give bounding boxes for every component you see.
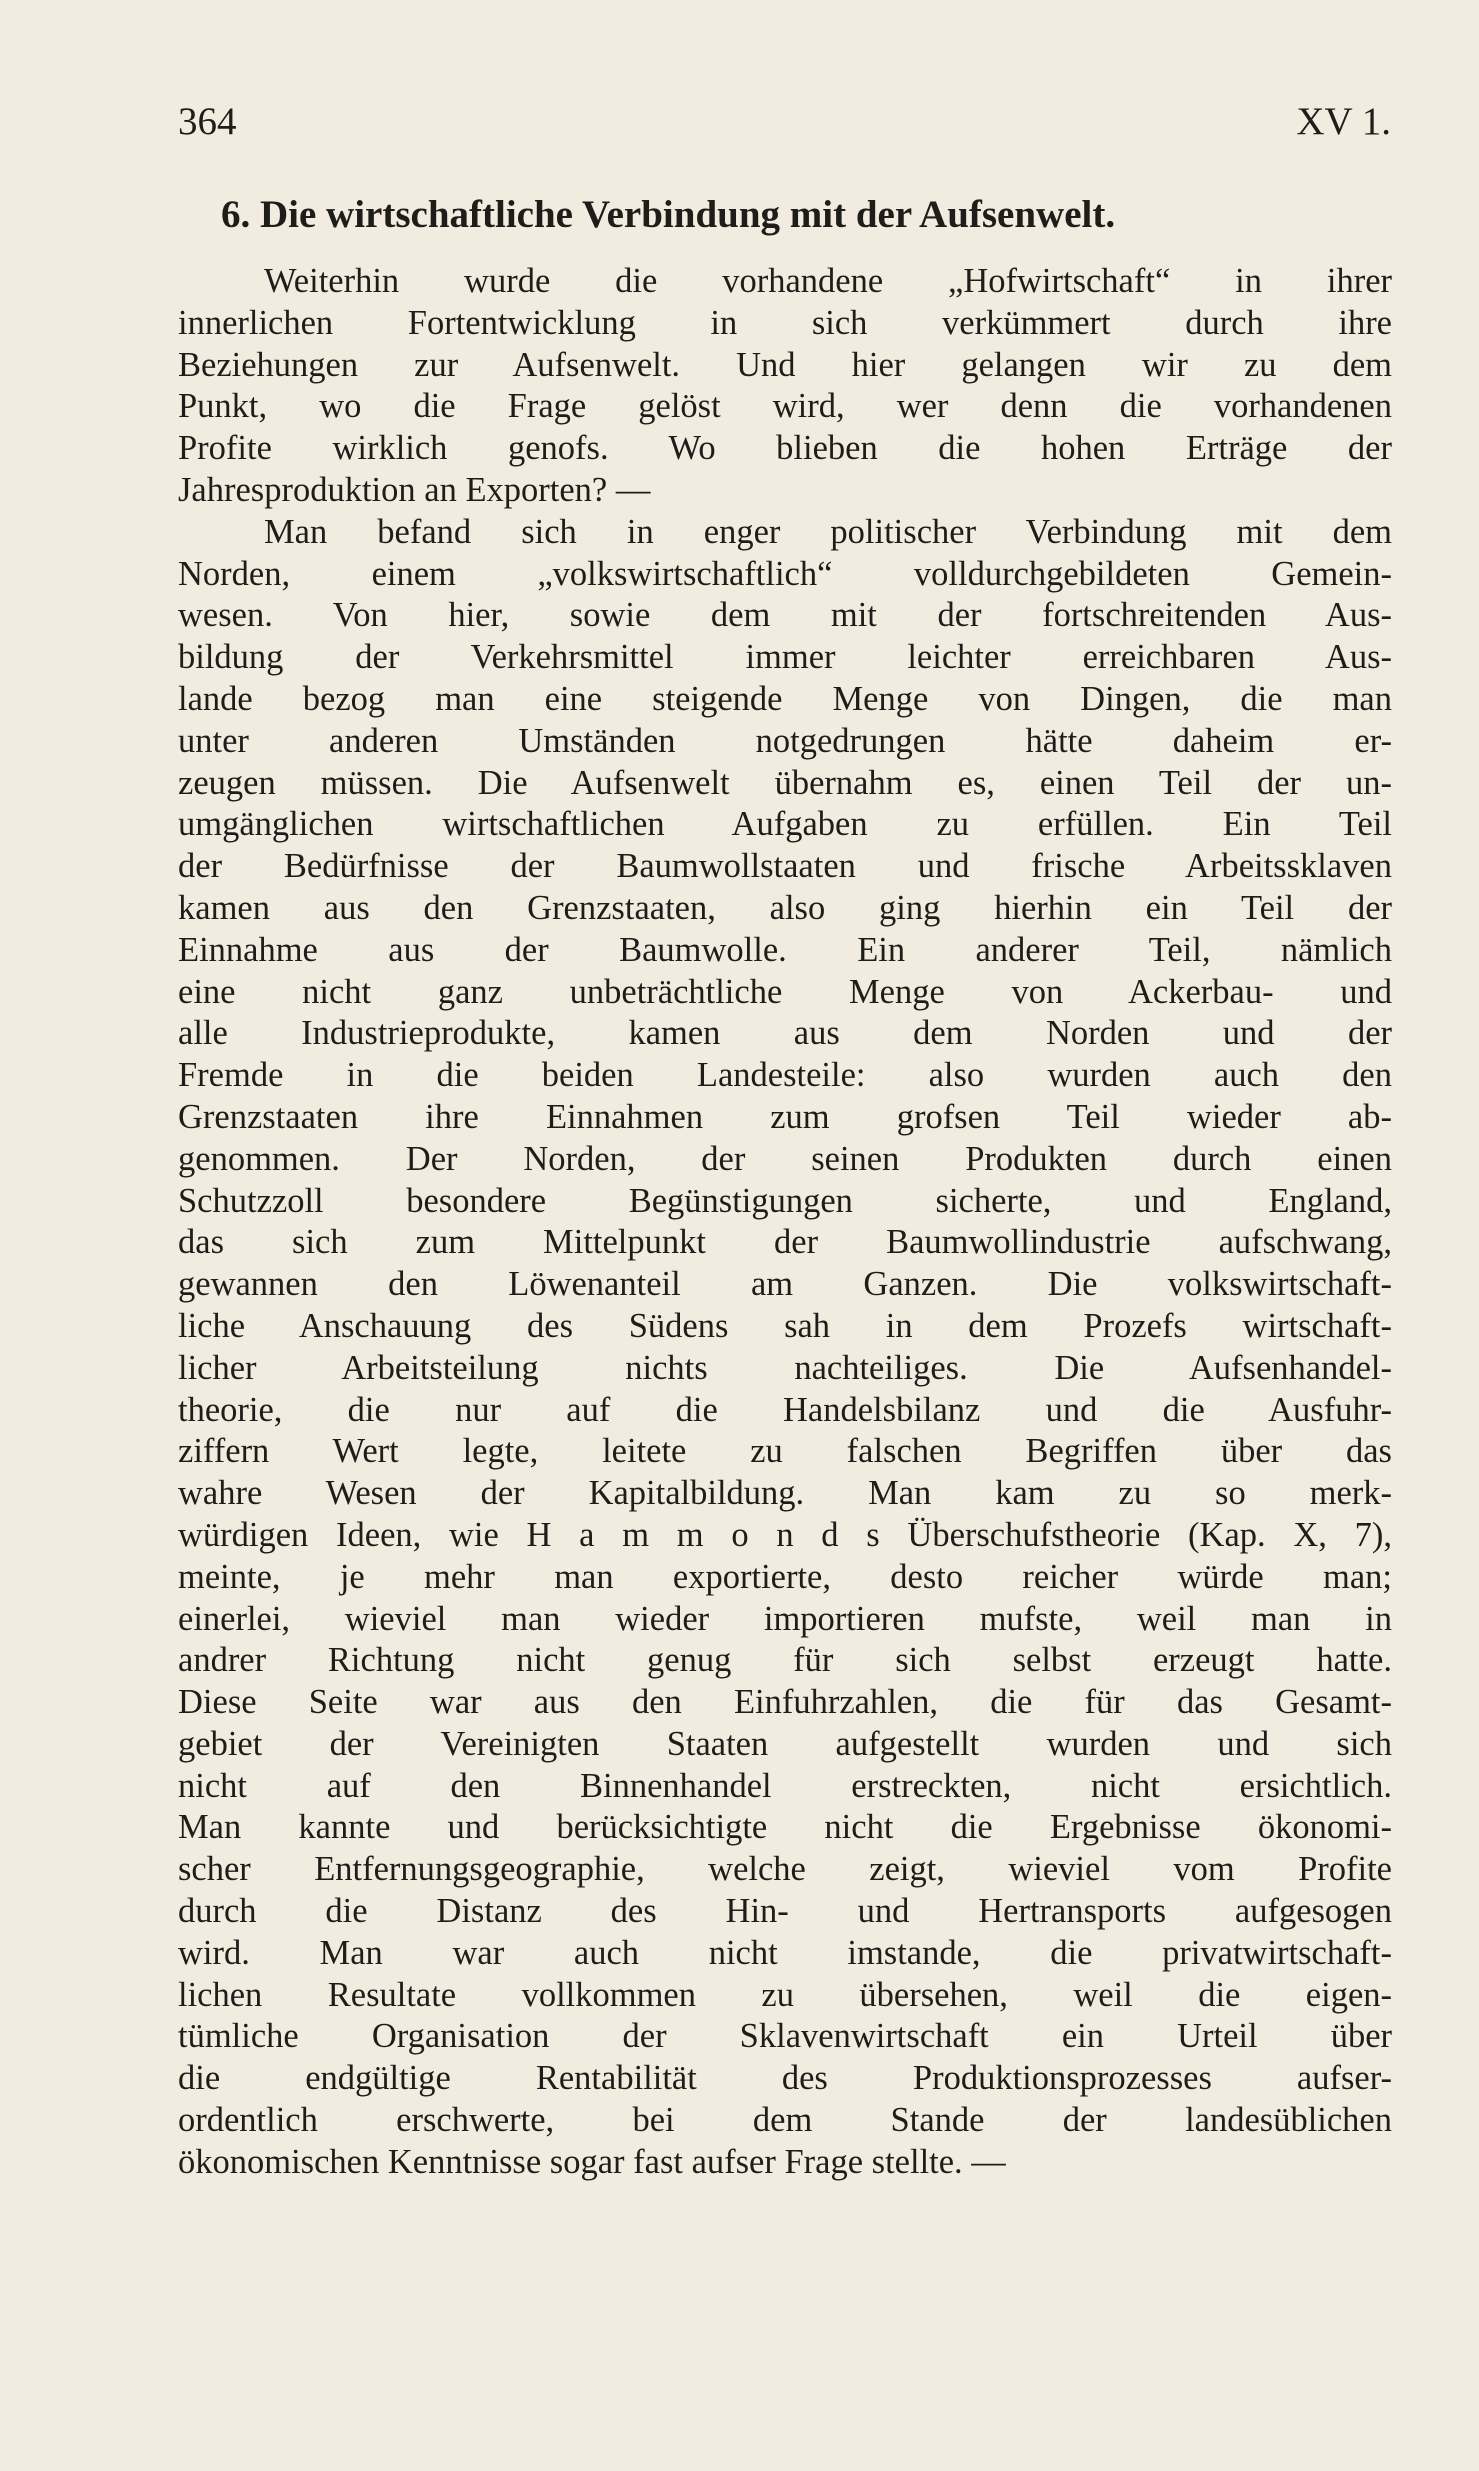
text-line: andrer Richtung nicht genug für sich selbst erzeugt hatte. [178,1641,1392,1680]
text-line: lichen Resultate vollkommen zu übersehen, weil die eigen- [178,1975,1392,2014]
text-line: Profite wirklich genofs. Wo blieben die hohen Erträge der [178,429,1392,468]
text-line: nicht auf den Binnenhandel erstreckten, nicht ersichtlich. [178,1766,1392,1805]
text-line: kamen aus den Grenzstaaten, also ging hierhin ein Teil der [178,888,1392,927]
text-line: genommen. Der Norden, der seinen Produkten durch einen [178,1139,1392,1178]
text-line: Schutzzoll besondere Begünstigungen sicherte, und England, [178,1181,1392,1220]
text-line: gebiet der Vereinigten Staaten aufgestellt wurden und sich [178,1724,1392,1763]
chapter-reference: XV 1. [1296,100,1391,143]
text-line: scher Entfernungsgeographie, welche zeigt, wieviel vom Profite [178,1850,1392,1889]
text-line: theorie, die nur auf die Handelsbilanz und die Ausfuhr- [178,1390,1392,1429]
text-line: einerlei, wieviel man wieder importieren mufste, weil man in [178,1599,1392,1638]
text-line: bildung der Verkehrsmittel immer leichter erreichbaren Aus- [178,638,1392,677]
text-line: zeugen müssen. Die Aufsenwelt übernahm es, einen Teil der un- [178,763,1392,802]
text-line: Einnahme aus der Baumwolle. Ein anderer Teil, nämlich [178,930,1392,969]
text-line: tümliche Organisation der Sklavenwirtschaft ein Urteil über [178,2017,1392,2056]
section-heading: 6. Die wirtschaftliche Verbindung mit der Aufsenwelt. [221,193,1116,236]
text-line: ordentlich erschwerte, bei dem Stande der landesüblichen [178,2101,1392,2140]
text-line: Norden, einem „volkswirtschaftlich“ volldurchgebildeten Gemein- [178,554,1392,593]
text-line: alle Industrieprodukte, kamen aus dem Norden und der [178,1014,1392,1053]
text-line: Man kannte und berücksichtigte nicht die Ergebnisse ökonomi- [178,1808,1392,1847]
text-line: Jahresproduktion an Exporten? — [178,470,651,509]
text-line: licher Arbeitsteilung nichts nachteiliges. Die Aufsenhandel- [178,1348,1392,1387]
text-line: ziffern Wert legte, leitete zu falschen Begriffen über das [178,1432,1392,1471]
text-line: umgänglichen wirtschaftlichen Aufgaben zu erfüllen. Ein Teil [178,805,1392,844]
text-line: liche Anschauung des Südens sah in dem Prozefs wirtschaft- [178,1306,1392,1345]
text-line: eine nicht ganz unbeträchtliche Menge von Ackerbau- und [178,972,1392,1011]
text-line: ökonomischen Kenntnisse sogar fast aufser Frage stellte. — [178,2142,1006,2181]
text-line: gewannen den Löwenanteil am Ganzen. Die volkswirtschaft- [178,1265,1392,1304]
text-line: Grenzstaaten ihre Einnahmen zum grofsen Teil wieder ab- [178,1097,1392,1136]
page-number: 364 [178,100,237,143]
text-line: meinte, je mehr man exportierte, desto reicher würde man; [178,1557,1392,1596]
text-line: würdigen Ideen, wie H a m m o n d s Überschufstheorie (Kap. X, 7), [178,1515,1392,1554]
text-line: innerlichen Fortentwicklung in sich verkümmert durch ihre [178,303,1392,342]
text-line: durch die Distanz des Hin- und Hertransports aufgesogen [178,1892,1392,1931]
text-line: Weiterhin wurde die vorhandene „Hofwirtschaft“ in ihrer [264,262,1392,300]
body-text [178,261,1392,2184]
running-head [178,92,1391,152]
text-line: lande bezog man eine steigende Menge von Dingen, die man [178,679,1392,718]
text-line: die endgültige Rentabilität des Produktionsprozesses aufser- [178,2059,1392,2098]
text-line: der Bedürfnisse der Baumwollstaaten und frische Arbeitssklaven [178,847,1392,886]
text-line: Diese Seite war aus den Einfuhrzahlen, die für das Gesamt- [178,1683,1392,1722]
text-line: Fremde in die beiden Landesteile: also wurden auch den [178,1056,1392,1095]
text-line: wahre Wesen der Kapitalbildung. Man kam zu so merk- [178,1474,1392,1513]
text-line: das sich zum Mittelpunkt der Baumwollindustrie aufschwang, [178,1223,1392,1262]
text-line: unter anderen Umständen notgedrungen hätte daheim er- [178,721,1392,760]
text-line: Punkt, wo die Frage gelöst wird, wer denn die vorhandenen [178,387,1392,426]
text-line: Man befand sich in enger politischer Verbindung mit dem [264,512,1392,551]
text-line: Beziehungen zur Aufsenwelt. Und hier gelangen wir zu dem [178,345,1392,384]
text-line: wesen. Von hier, sowie dem mit der fortschreitenden Aus- [178,596,1392,635]
text-line: wird. Man war auch nicht imstande, die privatwirtschaft- [178,1933,1392,1972]
